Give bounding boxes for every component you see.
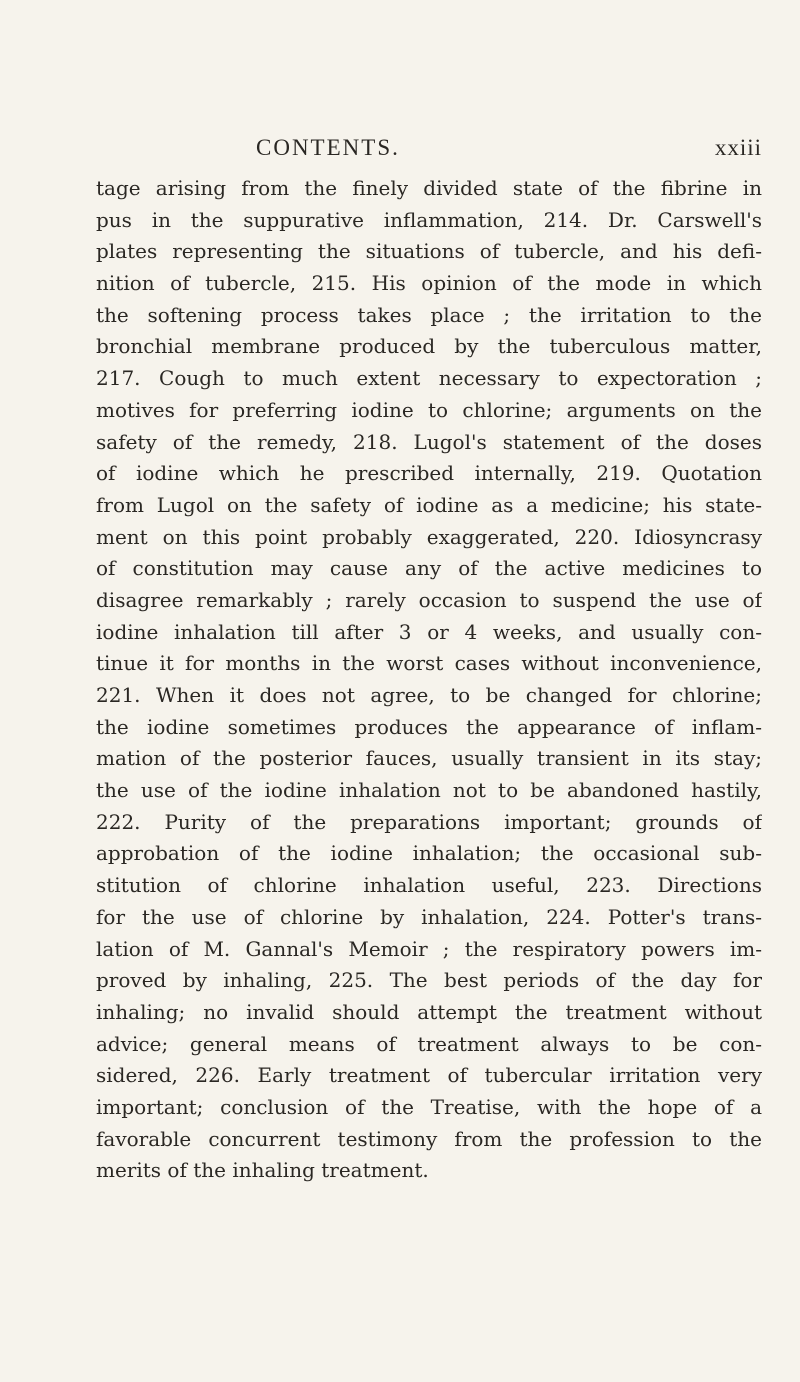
text-line: the iodine sometimes produces the appearance of inflam- — [96, 714, 762, 739]
running-head: CONTENTS. — [256, 135, 400, 160]
text-line: from Lugol on the safety of iodine as a medicine; his state- — [96, 492, 762, 517]
text-line: inhaling; no invalid should attempt the treatment without — [96, 999, 762, 1024]
text-line: merits of the inhaling treatment. — [96, 1158, 429, 1183]
text-line: plates representing the situations of tubercle, and his defi- — [96, 239, 762, 264]
page-header — [256, 135, 762, 165]
text-line: proved by inhaling, 225. The best periods of the day for — [96, 968, 762, 993]
text-line: approbation of the iodine inhalation; the occasional sub- — [96, 841, 762, 866]
text-line: disagree remarkably ; rarely occasion to suspend the use of — [96, 587, 762, 612]
text-line: 217. Cough to much extent necessary to expectoration ; — [96, 366, 762, 391]
page-number: xxiii — [714, 135, 762, 160]
text-line: sidered, 226. Early treatment of tubercular irritation very — [96, 1063, 762, 1088]
text-line: of iodine which he prescribed internally, 219. Quotation — [96, 461, 762, 486]
text-line: stitution of chlorine inhalation useful, 223. Directions — [96, 873, 762, 898]
text-line: for the use of chlorine by inhalation, 224. Potter's trans- — [96, 904, 762, 929]
text-line: ment on this point probably exaggerated, 220. Idiosyncrasy — [96, 524, 762, 549]
text-line: tage arising from the finely divided state of the fibrine in — [96, 176, 762, 200]
text-line: tinue it for months in the worst cases without inconvenience, — [96, 651, 762, 676]
text-line: lation of M. Gannal's Memoir ; the respiratory powers im- — [96, 936, 762, 961]
text-line: advice; general means of treatment always to be con- — [96, 1031, 762, 1056]
text-line: important; conclusion of the Treatise, with the hope of a — [96, 1094, 762, 1119]
text-line: pus in the suppurative inflammation, 214. Dr. Carswell's — [96, 207, 762, 232]
text-line: bronchial membrane produced by the tuberculous matter, — [96, 334, 762, 359]
text-line: motives for preferring iodine to chlorine; arguments on the — [96, 397, 762, 422]
text-line: 221. When it does not agree, to be changed for chlorine; — [96, 683, 762, 707]
text-line: safety of the remedy, 218. Lugol's statement of the doses — [96, 429, 762, 454]
text-line: 222. Purity of the preparations important; grounds of — [96, 809, 762, 834]
text-line: the use of the iodine inhalation not to be abandoned hastily, — [96, 778, 762, 803]
text-line: of constitution may cause any of the active medicines to — [96, 556, 762, 581]
text-line: nition of tubercle, 215. His opinion of the mode in which — [96, 271, 762, 296]
text-line: favorable concurrent testimony from the profession to the — [96, 1126, 762, 1151]
text-line: the softening process takes place ; the irritation to the — [96, 302, 762, 327]
text-line: iodine inhalation till after 3 or 4 weeks, and usually con- — [96, 619, 762, 644]
text-line: mation of the posterior fauces, usually transient in its stay; — [96, 746, 762, 771]
contents-paragraph — [96, 173, 762, 1187]
